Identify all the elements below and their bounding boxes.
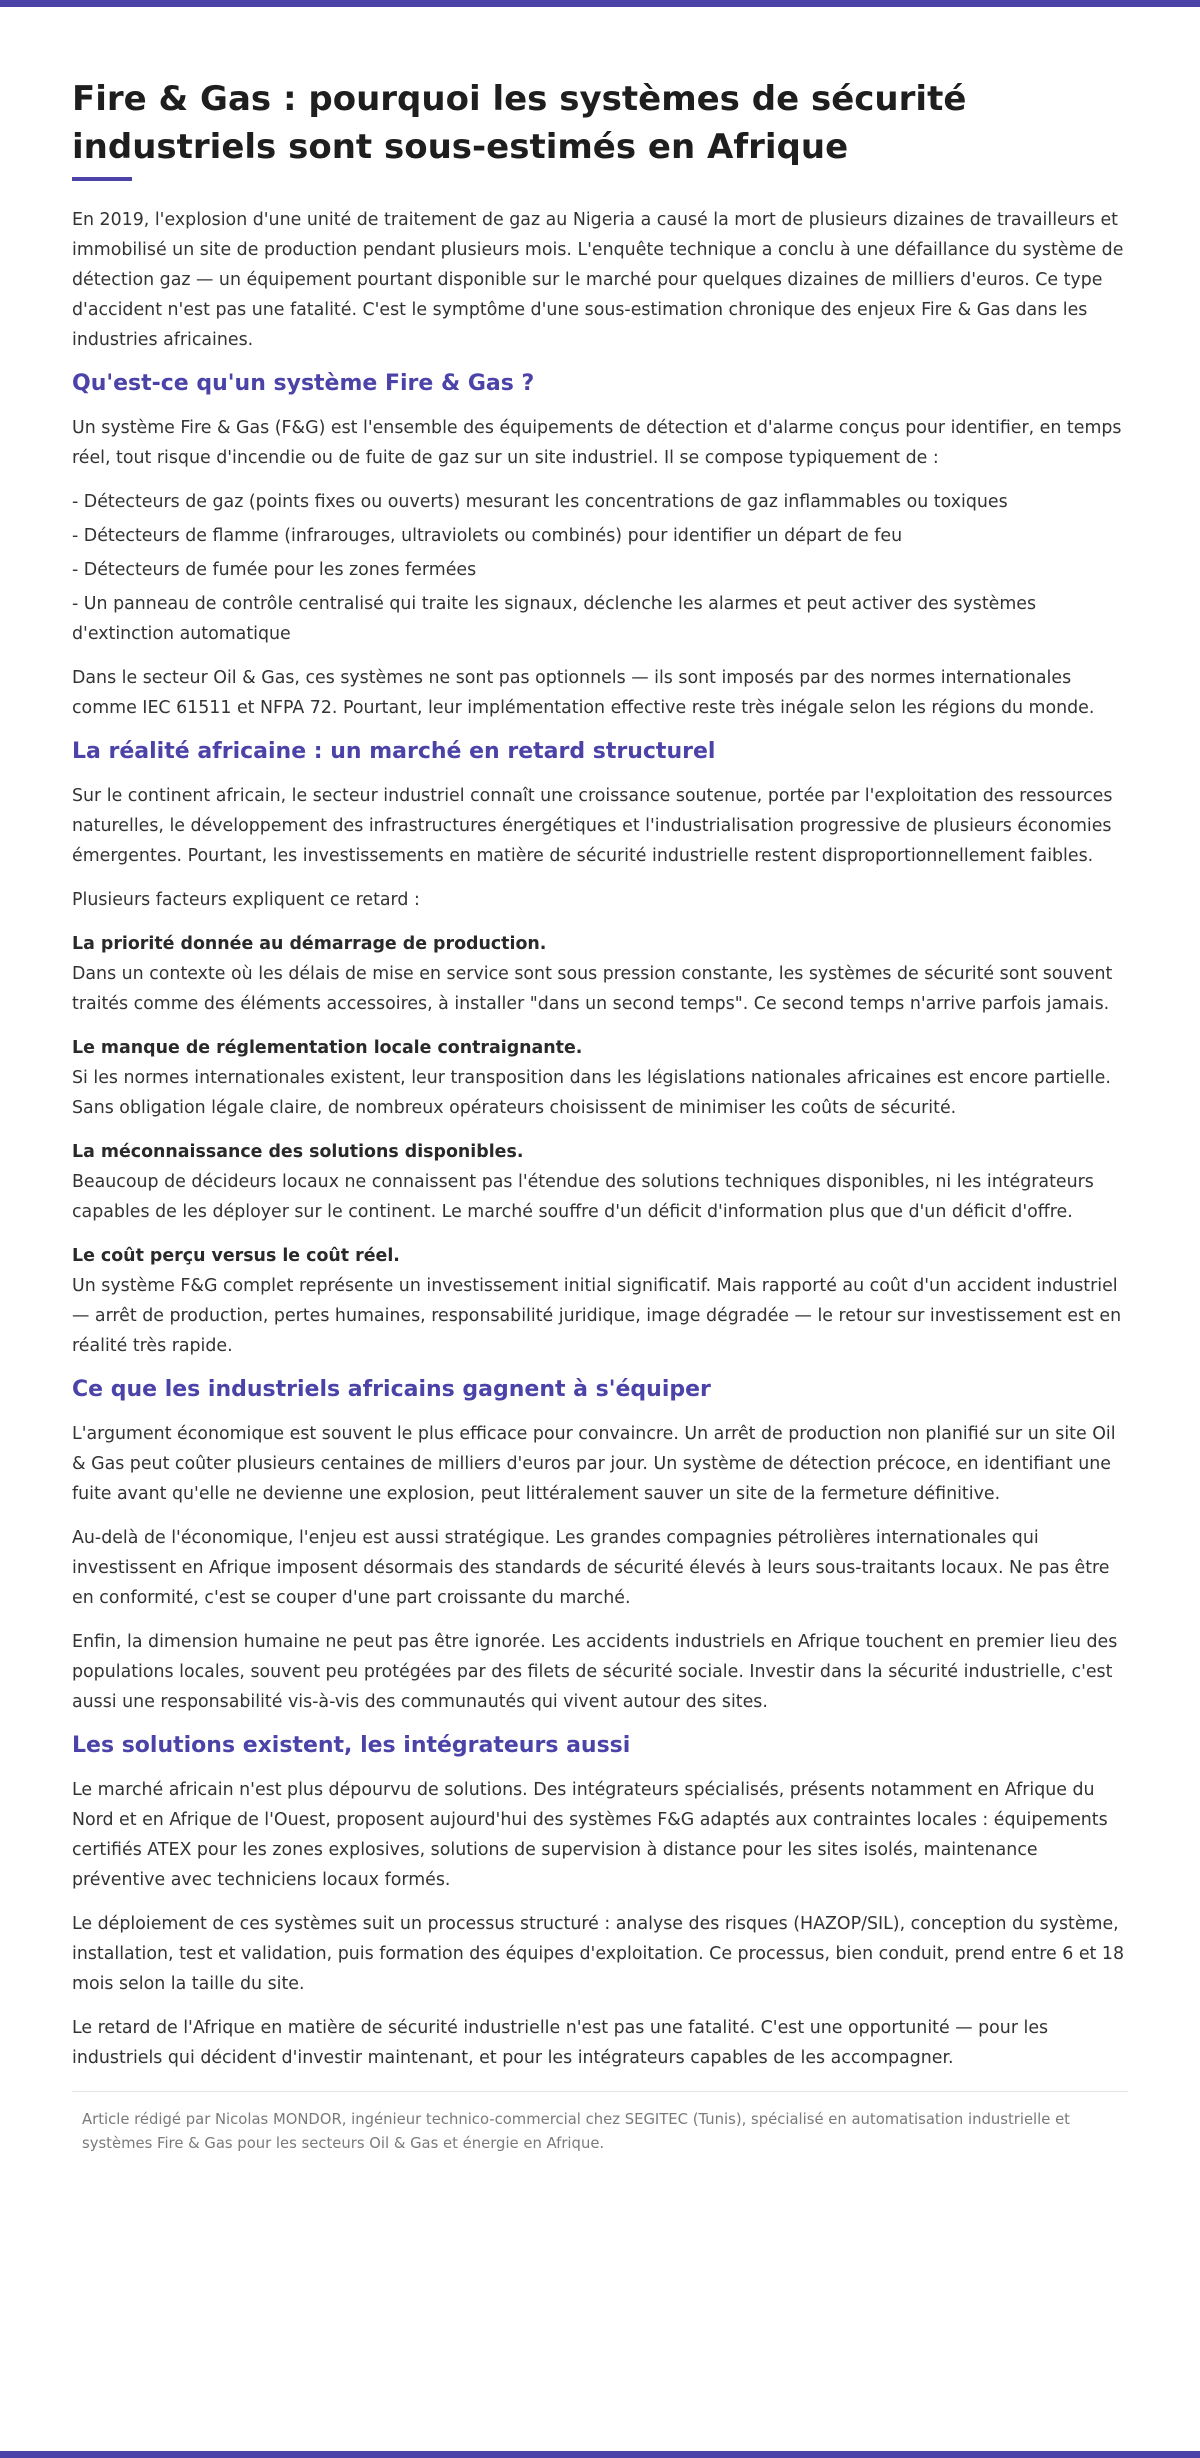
section4-paragraph-2: Le déploiement de ces systèmes suit un processus structuré : analyse des risques (HAZOP/SIL), conception du système, installation, test et validation, puis formation des équipes d'exploitation. Ce processus, bien conduit, prend entre 6 et 18 mois selon la taille du site. bbox=[72, 1914, 1125, 1994]
list-item: - Détecteurs de gaz (points fixes ou ouverts) mesurant les concentrations de gaz inflammables ou toxiques bbox=[72, 492, 1008, 512]
components-list bbox=[72, 487, 1128, 649]
article bbox=[72, 75, 1128, 2156]
section-heading-benefits: Ce que les industriels africains gagnent à s'équiper bbox=[72, 1377, 711, 1402]
factor-text: Un système F&G complet représente un investissement initial significatif. Mais rapporté au coût d'un accident industriel — arrêt de production, pertes humaines, responsabilité juridique, image dégradée — le retour sur investissement est en réalité très rapide. bbox=[72, 1276, 1122, 1356]
section-heading-african-reality: La réalité africaine : un marché en retard structurel bbox=[72, 739, 716, 764]
list-item: - Détecteurs de flamme (infrarouges, ultraviolets ou combinés) pour identifier un départ de feu bbox=[72, 526, 903, 546]
factor-block bbox=[72, 1137, 1128, 1227]
factor-title: Le coût perçu versus le coût réel. bbox=[72, 1246, 400, 1266]
factor-block bbox=[72, 1033, 1128, 1123]
factor-title: La méconnaissance des solutions disponibles. bbox=[72, 1142, 524, 1162]
factor-block bbox=[72, 929, 1128, 1019]
section4-paragraph-3: Le retard de l'Afrique en matière de sécurité industrielle n'est pas une fatalité. C'est une opportunité — pour les industriels qui décident d'investir maintenant, et pour les intégrateurs capables de les accompagner. bbox=[72, 2018, 1049, 2068]
intro-paragraph: En 2019, l'explosion d'une unité de traitement de gaz au Nigeria a causé la mort de plusieurs dizaines de travailleurs et immobilisé un site de production pendant plusieurs mois. L'enquête technique a conclu à une défaillance du système de détection gaz — un équipement pourtant disponible sur le marché pour quelques dizaines de milliers d'euros. Ce type d'accident n'est pas une fatalité. C'est le symptôme d'une sous-estimation chronique des enjeux Fire & Gas dans les industries africaines. bbox=[72, 210, 1124, 350]
section2-paragraph-2: Plusieurs facteurs expliquent ce retard : bbox=[72, 890, 420, 910]
section3-paragraph-2: Au-delà de l'économique, l'enjeu est aussi stratégique. Les grandes compagnies pétrolières internationales qui investissent en Afrique imposent désormais des standards de sécurité élevés à leurs sous-traitants locaux. Ne pas être en conformité, c'est se couper d'une part croissante du marché. bbox=[72, 1528, 1110, 1608]
section-heading-solutions: Les solutions existent, les intégrateurs aussi bbox=[72, 1733, 631, 1758]
section1-paragraph-2: Dans le secteur Oil & Gas, ces systèmes ne sont pas optionnels — ils sont imposés par des normes internationales comme IEC 61511 et NFPA 72. Pourtant, leur implémentation effective reste très inégale selon les régions du monde. bbox=[72, 668, 1095, 718]
author-note: Article rédigé par Nicolas MONDOR, ingénieur technico-commercial chez SEGITEC (Tunis), spécialisé en automatisation industrielle et systèmes Fire & Gas pour les secteurs Oil & Gas et énergie en Afrique. bbox=[82, 2111, 1070, 2152]
article-title: Fire & Gas : pourquoi les systèmes de sécurité industriels sont sous-estimés en Afrique bbox=[72, 79, 967, 167]
top-accent-bar bbox=[0, 0, 1200, 7]
title-underline bbox=[72, 177, 132, 181]
factor-text: Dans un contexte où les délais de mise en service sont sous pression constante, les systèmes de sécurité sont souvent traités comme des éléments accessoires, à installer "dans un second temps". Ce second temps n'arrive parfois jamais. bbox=[72, 964, 1113, 1014]
section-heading-what-is-fg: Qu'est-ce qu'un système Fire & Gas ? bbox=[72, 371, 535, 396]
factor-title: Le manque de réglementation locale contraignante. bbox=[72, 1038, 583, 1058]
divider bbox=[72, 2091, 1128, 2092]
factor-block bbox=[72, 1241, 1128, 1361]
section4-paragraph-1: Le marché africain n'est plus dépourvu de solutions. Des intégrateurs spécialisés, présents notamment en Afrique du Nord et en Afrique de l'Ouest, proposent aujourd'hui des systèmes F&G adaptés aux contraintes locales : équipements certifiés ATEX pour les zones explosives, solutions de supervision à distance pour les sites isolés, maintenance préventive avec techniciens locaux formés. bbox=[72, 1780, 1108, 1890]
list-item: - Un panneau de contrôle centralisé qui traite les signaux, déclenche les alarmes et peut activer des systèmes d'extinction automatique bbox=[72, 594, 1037, 644]
bottom-accent-bar bbox=[0, 2451, 1200, 2458]
factor-title: La priorité donnée au démarrage de production. bbox=[72, 934, 547, 954]
section1-paragraph-1: Un système Fire & Gas (F&G) est l'ensemble des équipements de détection et d'alarme conçus pour identifier, en temps réel, tout risque d'incendie ou de fuite de gaz sur un site industriel. Il se compose typiquement de : bbox=[72, 418, 1122, 468]
list-item: - Détecteurs de fumée pour les zones fermées bbox=[72, 560, 477, 580]
factor-text: Si les normes internationales existent, leur transposition dans les législations nationales africaines est encore partielle. Sans obligation légale claire, de nombreux opérateurs choisissent de minimiser les coûts de sécurité. bbox=[72, 1068, 1111, 1118]
section3-paragraph-3: Enfin, la dimension humaine ne peut pas être ignorée. Les accidents industriels en Afrique touchent en premier lieu des populations locales, souvent peu protégées par des filets de sécurité sociale. Investir dans la sécurité industrielle, c'est aussi une responsabilité vis-à-vis des communautés qui vivent autour des sites. bbox=[72, 1632, 1118, 1712]
section3-paragraph-1: L'argument économique est souvent le plus efficace pour convaincre. Un arrêt de production non planifié sur un site Oil & Gas peut coûter plusieurs centaines de milliers d'euros par jour. Un système de détection précoce, en identifiant une fuite avant qu'elle ne devienne une explosion, peut littéralement sauver un site de la fermeture définitive. bbox=[72, 1424, 1116, 1504]
factor-text: Beaucoup de décideurs locaux ne connaissent pas l'étendue des solutions techniques disponibles, ni les intégrateurs capables de les déployer sur le continent. Le marché souffre d'un déficit d'information plus que d'un déficit d'offre. bbox=[72, 1172, 1094, 1222]
section2-paragraph-1: Sur le continent africain, le secteur industriel connaît une croissance soutenue, portée par l'exploitation des ressources naturelles, le développement des infrastructures énergétiques et l'industrialisation progressive de plusieurs économies émergentes. Pourtant, les investissements en matière de sécurité industrielle restent disproportionnellement faibles. bbox=[72, 786, 1113, 866]
